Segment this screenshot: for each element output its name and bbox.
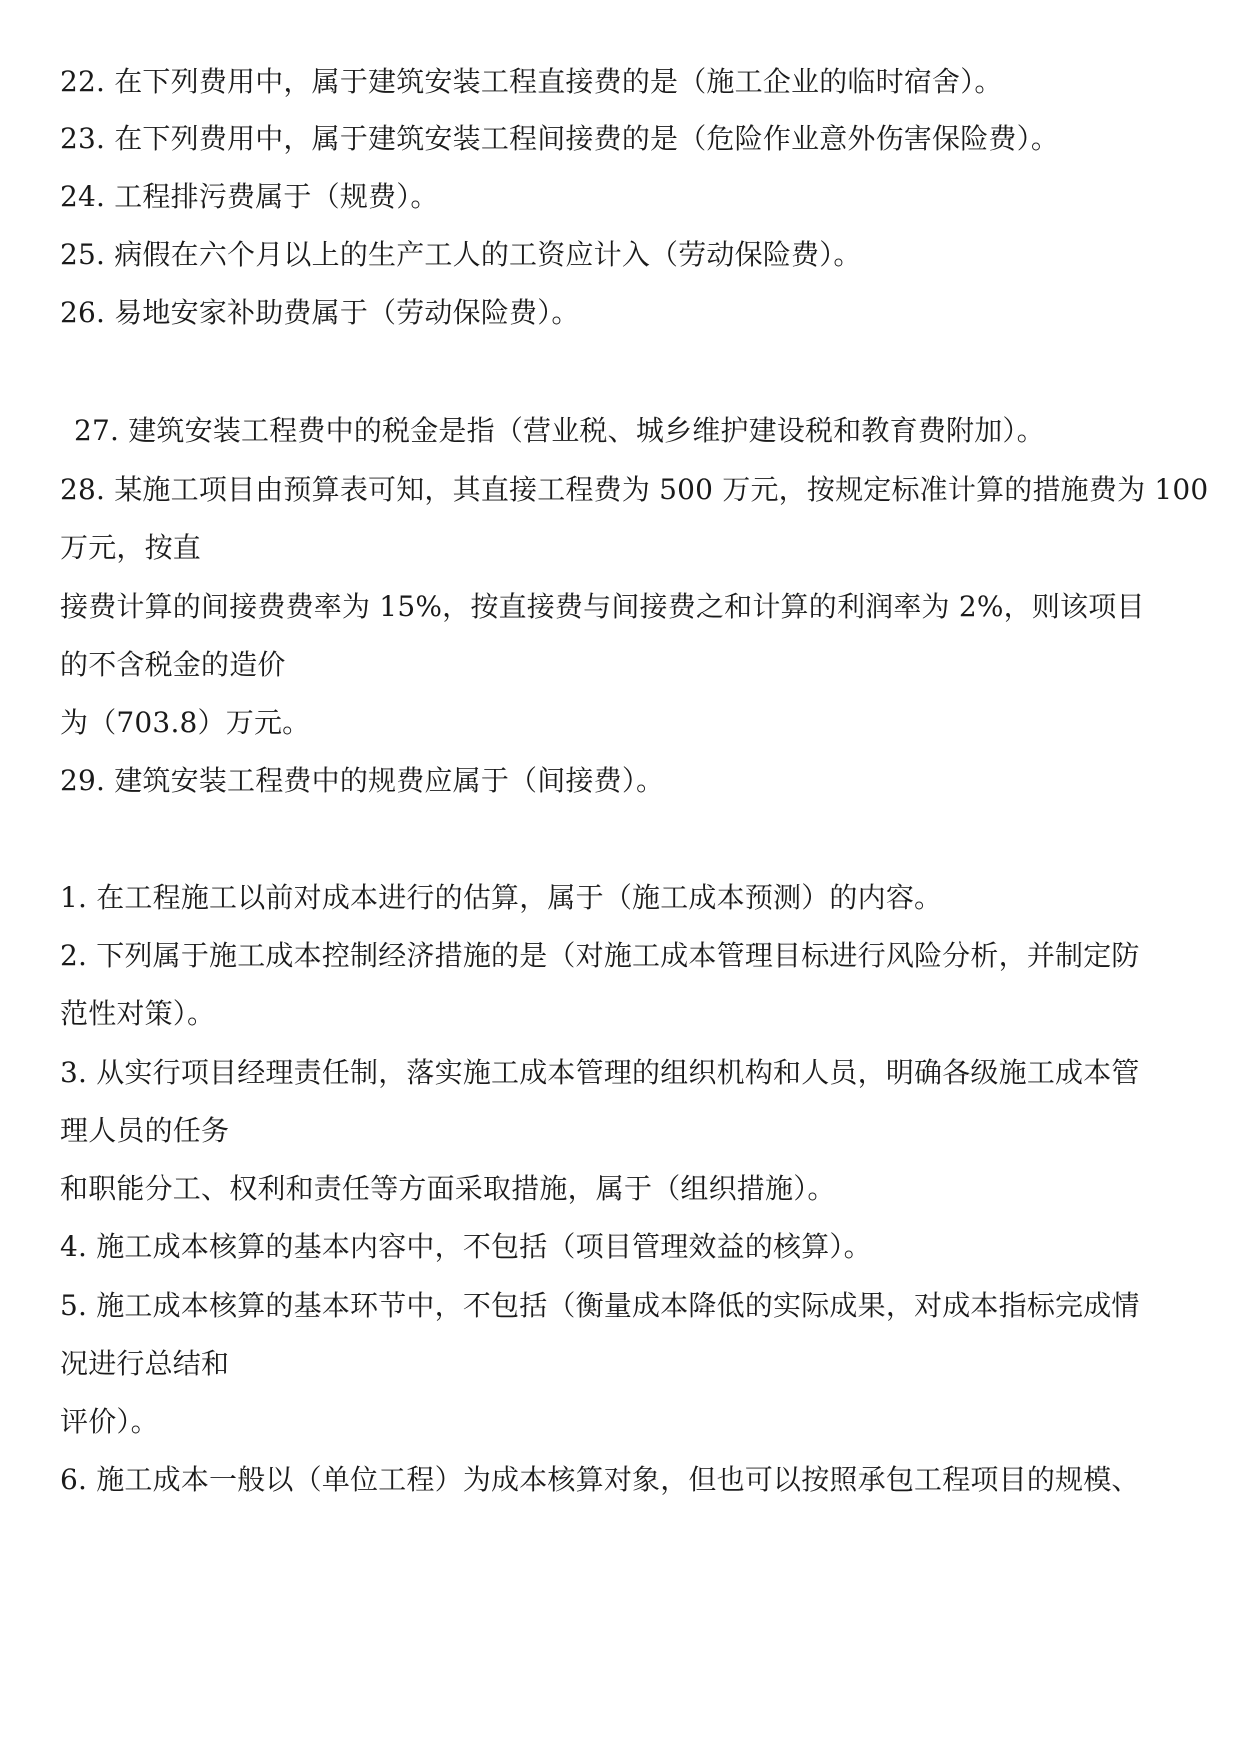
text-line-5b: 况进行总结和	[60, 1347, 230, 1380]
text-line-4: 4. 施工成本核算的基本内容中，不包括（项目管理效益的核算）。	[60, 1230, 872, 1263]
text-line-28a: 28. 某施工项目由预算表可知，其直接工程费为 500 万元，按规定标准计算的措施费为 100	[60, 473, 1209, 506]
text-line-6: 6. 施工成本一般以（单位工程）为成本核算对象，但也可以按照承包工程项目的规模、	[60, 1463, 1140, 1496]
text-line-29: 29. 建筑安装工程费中的规费应属于（间接费）。	[60, 764, 665, 797]
text-line-5a: 5. 施工成本核算的基本环节中，不包括（衡量成本降低的实际成果，对成本指标完成情	[60, 1289, 1140, 1322]
text-line-23: 23. 在下列费用中，属于建筑安装工程间接费的是（危险作业意外伤害保险费）。	[60, 122, 1060, 155]
text-line-2a: 2. 下列属于施工成本控制经济措施的是（对施工成本管理目标进行风险分析，并制定防	[60, 939, 1140, 972]
text-line-27: 27. 建筑安装工程费中的税金是指（营业税、城乡维护建设税和教育费附加）。	[74, 414, 1045, 447]
text-line-28b: 万元，按直	[60, 531, 202, 564]
text-line-3b: 理人员的任务	[60, 1114, 230, 1147]
text-line-1: 1. 在工程施工以前对成本进行的估算，属于（施工成本预测）的内容。	[60, 881, 943, 914]
text-line-25: 25. 病假在六个月以上的生产工人的工资应计入（劳动保险费）。	[60, 238, 862, 271]
text-line-26: 26. 易地安家补助费属于（劳动保险费）。	[60, 296, 580, 329]
text-line-24: 24. 工程排污费属于（规费）。	[60, 180, 439, 213]
text-line-28e: 为（703.8）万元。	[60, 706, 311, 739]
text-line-3a: 3. 从实行项目经理责任制，落实施工成本管理的组织机构和人员，明确各级施工成本管	[60, 1056, 1140, 1089]
text-line-3c: 和职能分工、权利和责任等方面采取措施，属于（组织措施）。	[60, 1172, 836, 1205]
text-line-5c: 评价）。	[60, 1405, 159, 1438]
text-line-2b: 范性对策）。	[60, 997, 216, 1030]
text-line-22: 22. 在下列费用中，属于建筑安装工程直接费的是（施工企业的临时宿舍）。	[60, 65, 1003, 98]
text-line-28c: 接费计算的间接费费率为 15%，按直接费与间接费之和计算的利润率为 2%，则该项目	[60, 590, 1145, 623]
text-line-28d: 的不含税金的造价	[60, 648, 286, 681]
